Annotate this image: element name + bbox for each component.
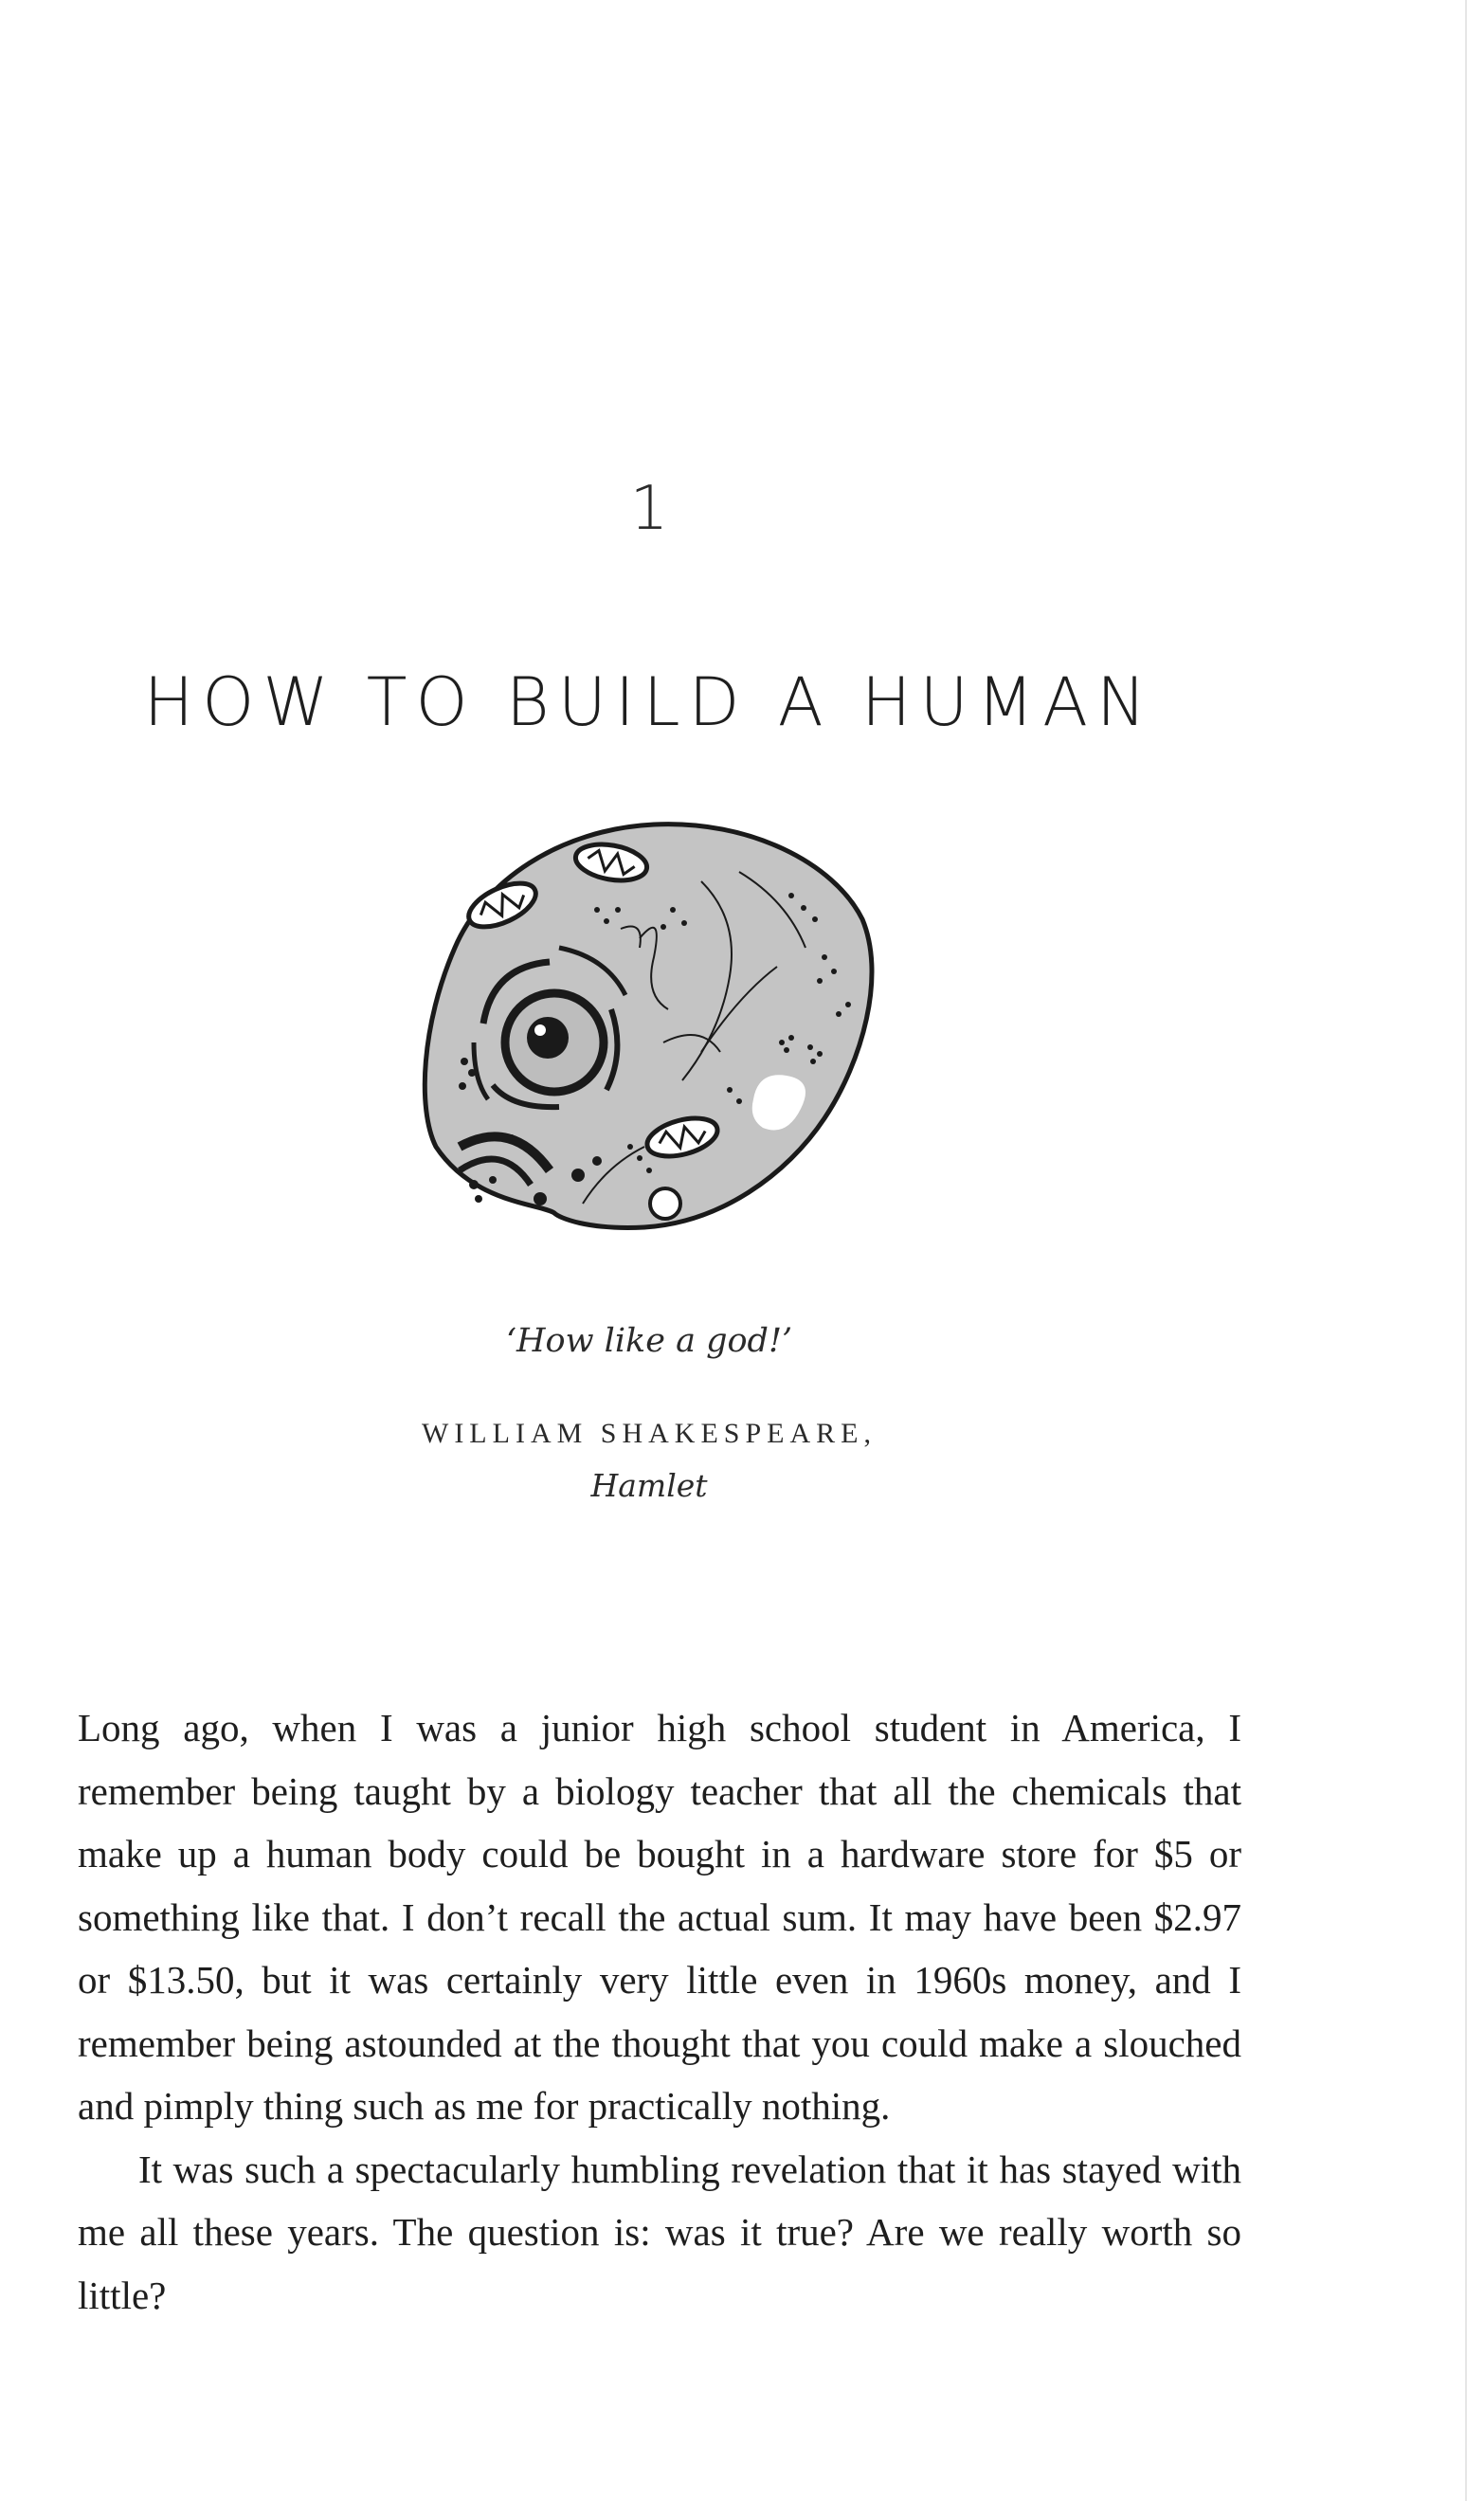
chapter-number: 1 xyxy=(629,474,669,544)
paragraph: Long ago, when I was a junior high school student in America, I remember being taught by a biology teacher that all the chemicals that make up a human body could be bought in a hardware store for $5 or something like that. I don’t recall the actual sum. It may have been $2.97 or $13.50, but it was certainly very little even in 1960s money, and I remember being astounded at the thought that you could make a slouched and pimply thing such as me for practically nothing. xyxy=(78,1706,1241,2128)
epigraph-work: Hamlet xyxy=(590,1467,708,1504)
paragraph: It was such a spectacularly humbling revelation that it has stayed with me all these years. The question is: was it true? Are we really worth so little? xyxy=(78,2147,1241,2317)
page-edge-divider xyxy=(1465,0,1467,2501)
epigraph-author: WILLIAM SHAKESPEARE, xyxy=(422,1418,877,1449)
cell-icon xyxy=(417,806,891,1251)
body-text xyxy=(78,1696,1241,2327)
chapter-title: HOW TO BUILD A HUMAN xyxy=(143,663,1155,741)
epigraph-quote: ‘How like a god!’ xyxy=(505,1322,793,1360)
